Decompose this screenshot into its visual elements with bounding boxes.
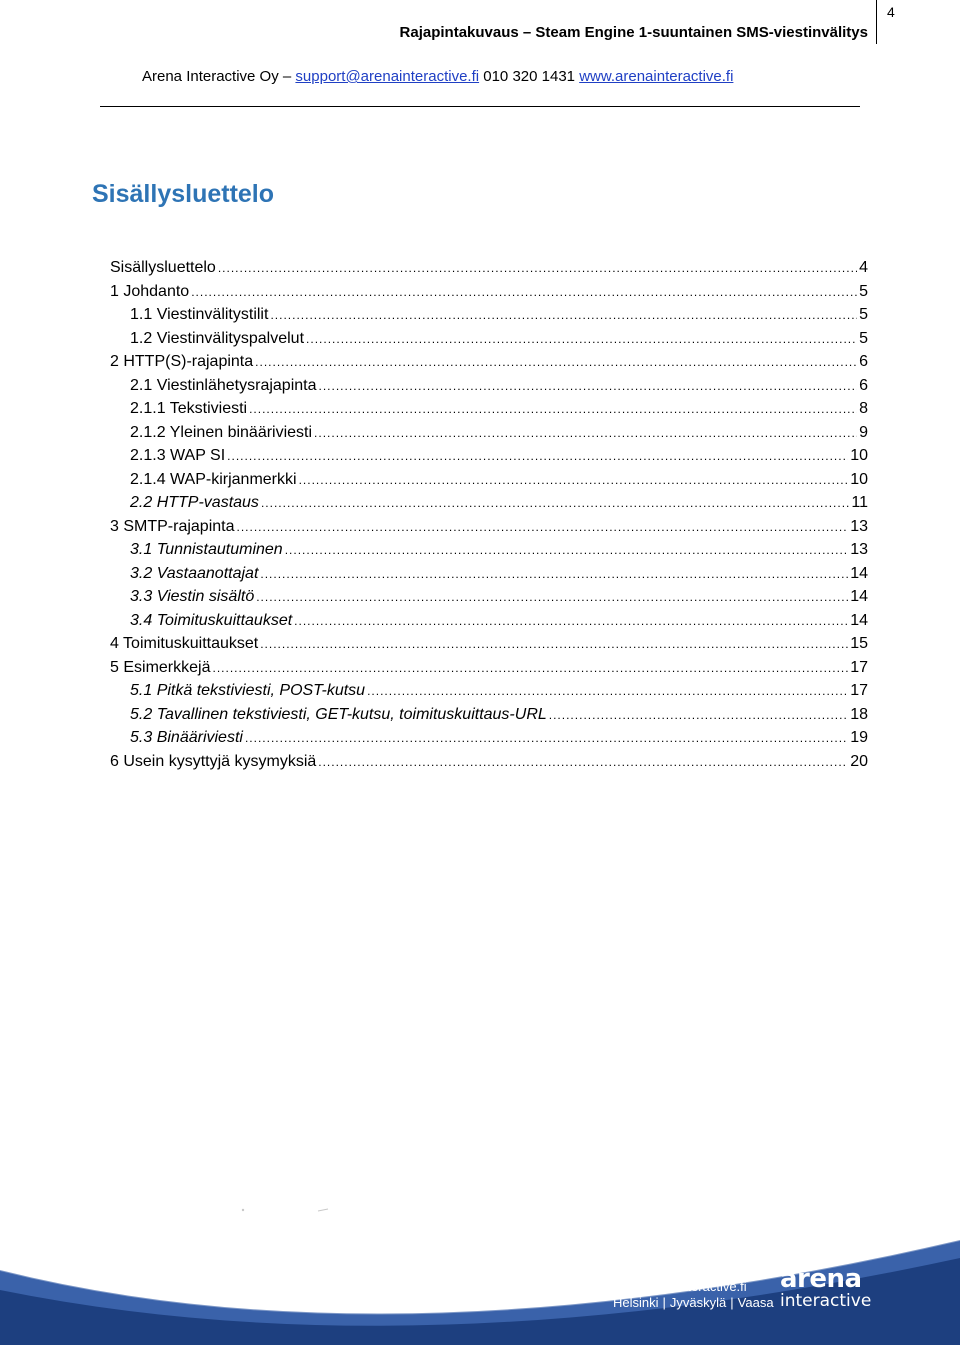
toc-entry-page: 18 xyxy=(850,705,868,723)
toc-entry-label: 1.1 Viestinvälitystilit xyxy=(130,306,269,323)
toc-entry-label: 2.1.4 WAP-kirjanmerkki xyxy=(130,470,297,488)
footer-city: Helsinki xyxy=(613,1295,659,1310)
page-number: 4 xyxy=(876,0,960,44)
toc-heading: Sisällysluettelo xyxy=(92,180,275,208)
toc-leader-dots xyxy=(261,492,849,516)
website-link[interactable]: www.arenainteractive.fi xyxy=(579,68,734,85)
toc-entry-page: 6 xyxy=(859,353,868,370)
toc-entry-label: 2.1.3 WAP SI xyxy=(130,447,226,464)
toc-entry-label: 5.1 Pitkä tekstiviesti, POST-kutsu xyxy=(130,682,366,699)
toc-leader-dots xyxy=(294,610,848,634)
toc-entry[interactable] xyxy=(110,703,868,727)
toc-entry[interactable] xyxy=(110,256,868,280)
toc-entry[interactable] xyxy=(110,585,868,609)
toc-entry[interactable] xyxy=(110,397,868,421)
toc-entry[interactable] xyxy=(110,374,868,398)
toc-entry-page: 20 xyxy=(850,752,868,770)
toc-entry[interactable] xyxy=(110,491,868,515)
toc-leader-dots xyxy=(212,657,848,681)
toc-entry-label: 2.1.2 Yleinen binääriviesti xyxy=(130,423,313,441)
toc-entry[interactable] xyxy=(110,750,868,774)
toc-entry[interactable] xyxy=(110,632,868,656)
toc-entry-page: 10 xyxy=(850,470,868,488)
header-divider xyxy=(100,106,860,107)
toc-entry-page: 14 xyxy=(850,611,868,629)
toc-entry[interactable] xyxy=(110,562,868,586)
support-email-link[interactable]: support@arenainteractive.fi xyxy=(295,68,480,85)
toc-entry-label: 5.3 Binääriviesti xyxy=(130,729,243,746)
toc-entry[interactable] xyxy=(110,421,868,445)
toc-entry[interactable] xyxy=(110,679,868,703)
arena-interactive-logo xyxy=(780,1266,871,1310)
toc-entry-page: 13 xyxy=(850,541,868,558)
toc-entry-label: 2.1 Viestinlähetysrajapinta xyxy=(130,376,317,394)
logo-word-arena: arena xyxy=(780,1264,862,1294)
toc-leader-dots xyxy=(249,398,857,422)
toc-leader-dots xyxy=(549,704,848,728)
phone-number: 010 320 1431 xyxy=(483,68,576,85)
toc-leader-dots xyxy=(319,375,858,399)
toc-entry-page: 15 xyxy=(850,635,868,652)
toc-leader-dots xyxy=(256,586,848,610)
footer-contact xyxy=(613,1262,774,1312)
toc-leader-dots xyxy=(299,469,849,493)
city-separator: | xyxy=(662,1295,666,1310)
toc-entry-label: 4 Toimituskuittaukset xyxy=(110,635,259,652)
toc-leader-dots xyxy=(218,257,857,281)
footer-city: Jyväskylä xyxy=(669,1295,727,1310)
company-name: Arena Interactive Oy – xyxy=(142,68,292,85)
logo-word-interactive: interactive xyxy=(780,1291,872,1311)
document-title: Rajapintakuvaus – Steam Engine 1-suuntainen SMS-viestinvälitys xyxy=(399,24,868,41)
footer-company: Arena Interactive Oy xyxy=(613,1262,732,1277)
toc-entry[interactable] xyxy=(110,327,868,351)
toc-leader-dots xyxy=(285,539,849,563)
toc-entry-page: 6 xyxy=(859,376,868,394)
toc-entry-label: 5.2 Tavallinen tekstiviesti, GET-kutsu, toimituskuittaus-URL xyxy=(130,705,547,723)
toc-leader-dots xyxy=(306,328,857,352)
toc-entry-label: 6 Usein kysyttyjä kysymyksiä xyxy=(110,752,317,770)
toc-leader-dots xyxy=(191,281,857,305)
toc-entry-page: 11 xyxy=(851,494,868,511)
toc-entry-label: 1.2 Viestinvälityspalvelut xyxy=(130,329,305,347)
toc-entry-page: 13 xyxy=(850,517,868,535)
toc-entry-page: 19 xyxy=(850,729,868,746)
toc-entry-label: 1 Johdanto xyxy=(110,282,190,300)
footer-website[interactable]: www.arenainteractive.fi xyxy=(613,1278,747,1294)
toc-entry-label: 2 HTTP(S)-rajapinta xyxy=(110,353,254,370)
toc-entry-label: 3.1 Tunnistautuminen xyxy=(130,541,283,558)
toc-leader-dots xyxy=(227,445,848,469)
header-contact-line xyxy=(142,68,733,85)
toc-entry-page: 5 xyxy=(859,329,868,347)
toc-leader-dots xyxy=(318,751,848,775)
toc-entry-page: 9 xyxy=(859,423,868,441)
toc-entry[interactable] xyxy=(110,468,868,492)
footer-city: Vaasa xyxy=(737,1295,774,1310)
toc-entry-label: 3.3 Viestin sisältö xyxy=(130,588,255,605)
toc-leader-dots xyxy=(260,563,848,587)
toc-entry-label: 3.2 Vastaanottajat xyxy=(130,564,259,582)
toc-entry-page: 10 xyxy=(850,447,868,464)
toc-entry-page: 14 xyxy=(850,588,868,605)
toc-entry-page: 4 xyxy=(859,259,868,276)
toc-leader-dots xyxy=(260,633,848,657)
toc-entry-page: 17 xyxy=(850,658,868,676)
toc-entry-label: 2.2 HTTP-vastaus xyxy=(130,494,259,511)
toc-entry[interactable] xyxy=(110,350,868,374)
toc-entry[interactable] xyxy=(110,444,868,468)
toc-leader-dots xyxy=(367,680,848,704)
toc-entry[interactable] xyxy=(110,303,868,327)
toc-entry-label: 2.1.1 Tekstiviesti xyxy=(130,400,248,417)
toc-entry-page: 8 xyxy=(859,400,868,417)
toc-entry-page: 5 xyxy=(859,306,868,323)
toc-leader-dots xyxy=(314,422,857,446)
toc-entry-label: 5 Esimerkkejä xyxy=(110,658,211,676)
toc-leader-dots xyxy=(270,304,857,328)
toc-entry-page: 5 xyxy=(859,282,868,300)
toc-entry[interactable] xyxy=(110,515,868,539)
toc-entry[interactable] xyxy=(110,538,868,562)
toc-entry[interactable] xyxy=(110,609,868,633)
toc-leader-dots xyxy=(237,516,849,540)
footer-cities xyxy=(613,1295,774,1312)
toc-leader-dots xyxy=(255,351,857,375)
city-separator: | xyxy=(730,1295,734,1310)
toc-entry[interactable] xyxy=(110,726,868,750)
toc-entry-page: 14 xyxy=(850,564,868,582)
toc-entry-page: 17 xyxy=(850,682,868,699)
table-of-contents xyxy=(110,256,868,773)
toc-entry[interactable] xyxy=(110,280,868,304)
toc-entry-label: Sisällysluettelo xyxy=(110,259,216,276)
toc-leader-dots xyxy=(245,727,848,751)
faint-mark xyxy=(240,1207,330,1213)
toc-entry-label: 3 SMTP-rajapinta xyxy=(110,517,235,535)
toc-entry-label: 3.4 Toimituskuittaukset xyxy=(130,611,293,629)
toc-entry[interactable] xyxy=(110,656,868,680)
